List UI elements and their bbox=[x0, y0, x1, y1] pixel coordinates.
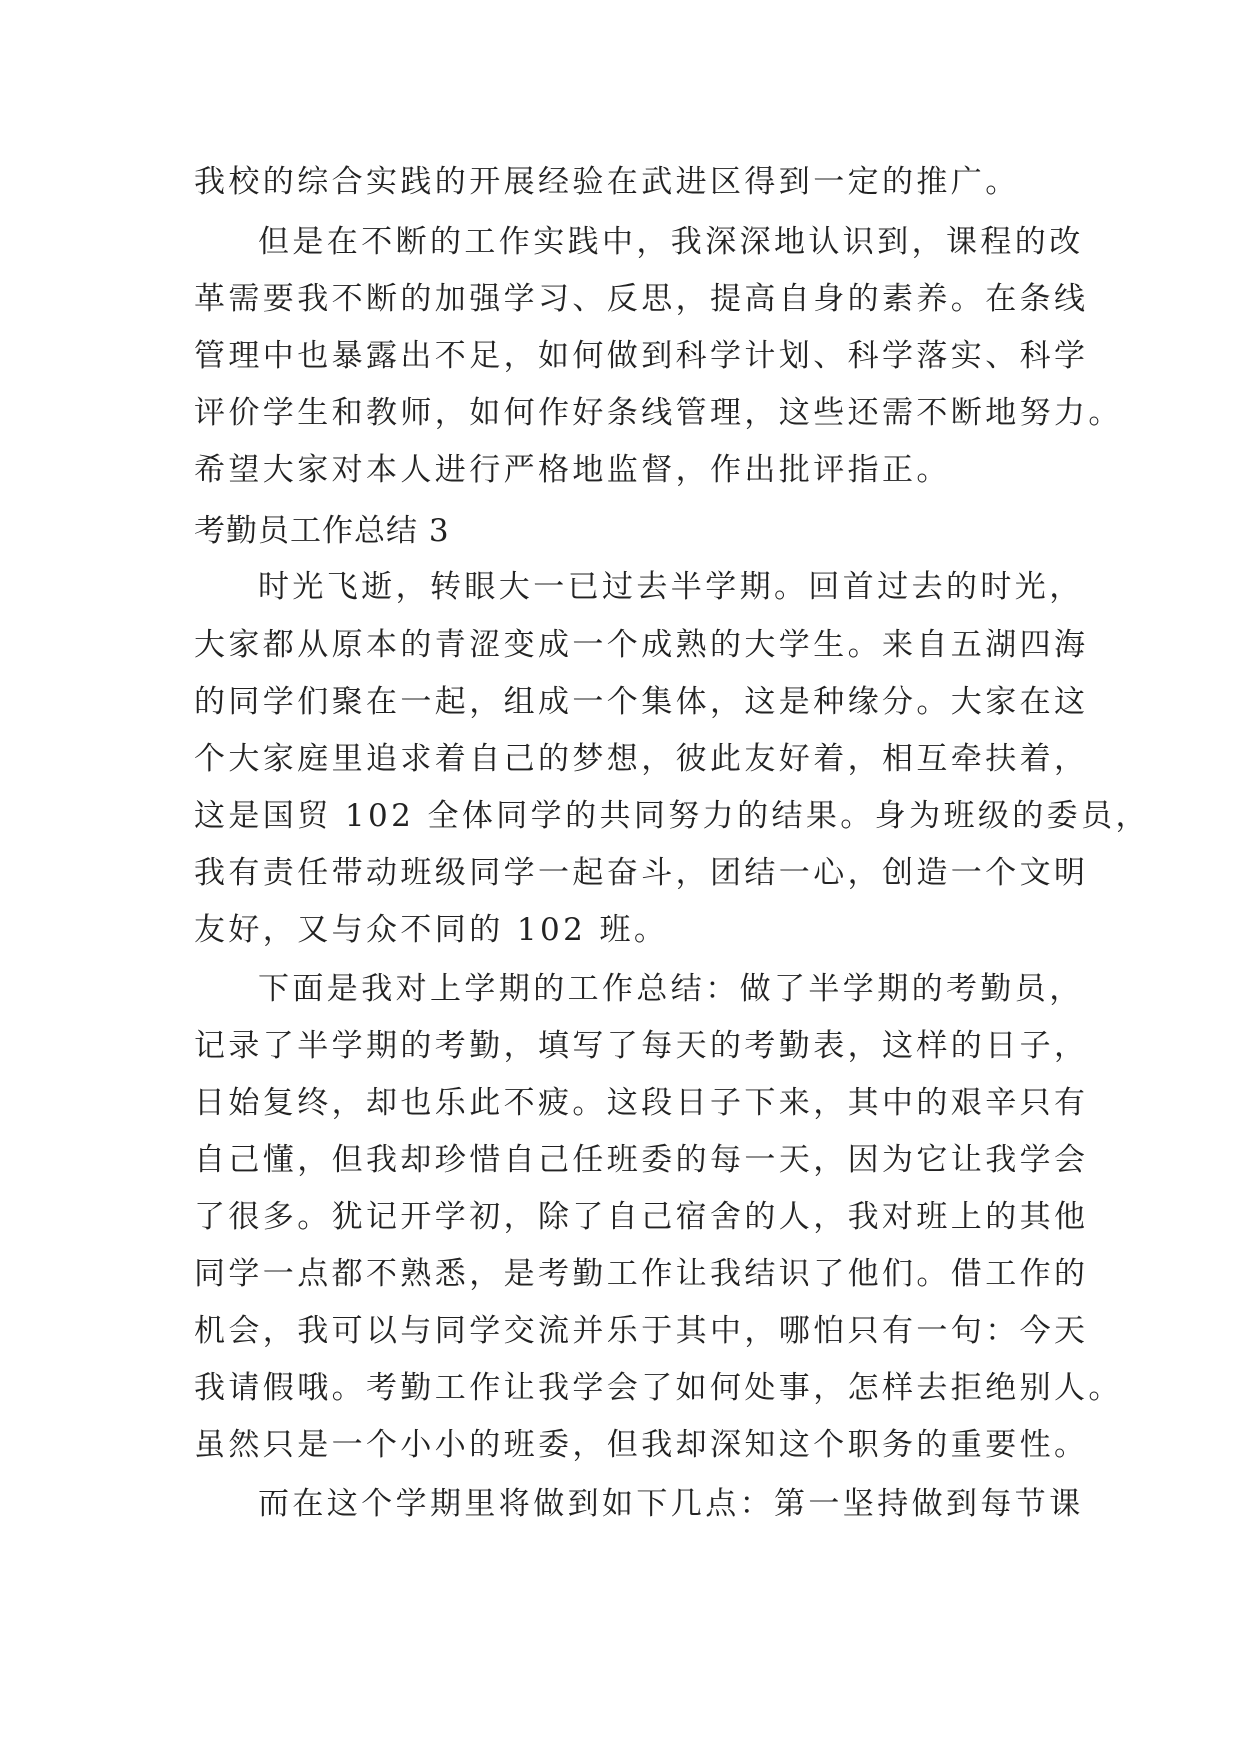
text-line: 我请假哦。考勤工作让我学会了如何处事，怎样去拒绝别人。 bbox=[194, 1370, 1123, 1406]
text-line: 同学一点都不熟悉，是考勤工作让我结识了他们。借工作的 bbox=[194, 1256, 1089, 1292]
section-heading: 考勤员工作总结 3 bbox=[194, 513, 450, 549]
text-line: 希望大家对本人进行严格地监督，作出批评指正。 bbox=[194, 452, 951, 488]
text-line: 机会，我可以与同学交流并乐于其中，哪怕只有一句：今天 bbox=[194, 1313, 1089, 1349]
paragraph-start-line: 但是在不断的工作实践中，我深深地认识到，课程的改 bbox=[258, 224, 1084, 260]
text-line: 评价学生和教师，如何作好条线管理，这些还需不断地努力。 bbox=[194, 395, 1123, 431]
text-line: 的同学们聚在一起，组成一个集体，这是种缘分。大家在这 bbox=[194, 684, 1089, 720]
text-line: 自己懂，但我却珍惜自己任班委的每一天，因为它让我学会 bbox=[194, 1142, 1089, 1178]
text-line: 我有责任带动班级同学一起奋斗，团结一心，创造一个文明 bbox=[194, 855, 1089, 891]
text-line: 虽然只是一个小小的班委，但我却深知这个职务的重要性。 bbox=[194, 1427, 1089, 1463]
paragraph-start-line: 而在这个学期里将做到如下几点：第一坚持做到每节课 bbox=[258, 1486, 1084, 1522]
paragraph-start-line: 下面是我对上学期的工作总结：做了半学期的考勤员， bbox=[258, 971, 1084, 1007]
text-line: 我校的综合实践的开展经验在武进区得到一定的推广。 bbox=[194, 164, 1020, 200]
text-line: 了很多。犹记开学初，除了自己宿舍的人，我对班上的其他 bbox=[194, 1199, 1089, 1235]
text-line: 友好，又与众不同的 102 班。 bbox=[194, 912, 669, 948]
text-line: 记录了半学期的考勤，填写了每天的考勤表，这样的日子， bbox=[194, 1028, 1089, 1064]
text-line: 大家都从原本的青涩变成一个成熟的大学生。来自五湖四海 bbox=[194, 627, 1089, 663]
text-line: 管理中也暴露出不足，如何做到科学计划、科学落实、科学 bbox=[194, 338, 1089, 374]
paragraph-start-line: 时光飞逝，转眼大一已过去半学期。回首过去的时光， bbox=[258, 569, 1084, 605]
text-line: 这是国贸 102 全体同学的共同努力的结果。身为班级的委员， bbox=[194, 798, 1150, 834]
text-line: 个大家庭里追求着自己的梦想，彼此友好着，相互牵扶着， bbox=[194, 741, 1089, 777]
text-line: 日始复终，却也乐此不疲。这段日子下来，其中的艰辛只有 bbox=[194, 1085, 1089, 1121]
text-line: 革需要我不断的加强学习、反思，提高自身的素养。在条线 bbox=[194, 281, 1089, 317]
